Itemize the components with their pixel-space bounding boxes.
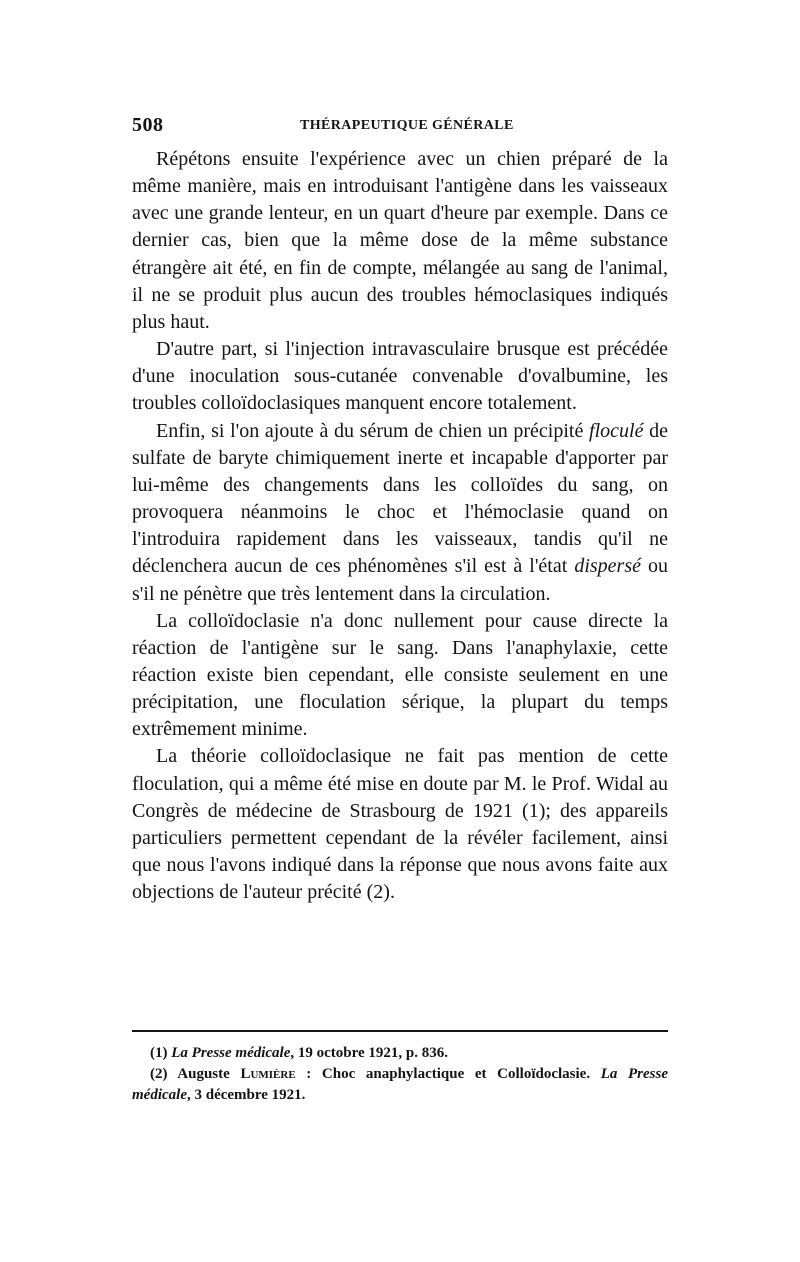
footnote-2-text: : Choc anaphylactique et Colloïdoclasie. bbox=[295, 1066, 601, 1082]
paragraph-1: Répétons ensuite l'expérience avec un chien préparé de la même manière, mais en introduisant l'antigène dans les vaisseaux avec une grande lenteur, en un quart d'heure par exemple. Dans ce dernier cas, bien que la même dose de la même substance étrangère ait été, en fin de compte, mélangée au sang de l'animal, il ne se produit plus aucun des troubles hémoclasiques indiqués plus haut. bbox=[132, 148, 668, 333]
footnote-1-rest: , 19 octobre 1921, p. 836. bbox=[290, 1045, 449, 1061]
italic-term-disperse: dispersé bbox=[574, 555, 641, 578]
main-text bbox=[132, 146, 668, 906]
paragraph-3-part-b: de sulfate de baryte chimiquement inerte et incapable d'apporter par lui-même des changements dans les colloïdes du sang, on provoquera néanmoins le choc et l'hémoclasie quand on l'introduira rapidement dans les vaisseaux, tandis qu'il ne déclenchera aucun de ces phénomènes s'il est à l'état bbox=[132, 419, 668, 578]
page-header bbox=[132, 114, 668, 140]
footnote-1 bbox=[132, 1043, 668, 1064]
footnote-1-marker: (1) bbox=[150, 1045, 172, 1061]
paragraph-3-part-a: Enfin, si l'on ajoute à du sérum de chien un précipité bbox=[156, 419, 590, 442]
paragraph-2: D'autre part, si l'injection intravasculaire brusque est précédée d'une inoculation sous-cutanée convenable d'ovalbumine, les troubles colloïdoclasiques manquent encore totalement. bbox=[132, 338, 668, 415]
italic-term-flocule: floculé bbox=[589, 419, 644, 442]
page-number: 508 bbox=[132, 114, 164, 136]
footnotes bbox=[132, 1043, 668, 1106]
footnote-1-journal: La Presse médicale bbox=[171, 1045, 291, 1061]
footnote-2 bbox=[132, 1064, 668, 1106]
running-title: THÉRAPEUTIQUE GÉNÉRALE bbox=[300, 118, 514, 133]
paragraph-5: La théorie colloïdoclasique ne fait pas mention de cette floculation, qui a même été mise en doute par M. le Prof. Widal au Congrès de médecine de Strasbourg de 1921 (1); des appareils particuliers permettent cependant de la révéler facilement, ainsi que nous l'avons indiqué dans la réponse que nous avons faite aux objections de l'auteur précité (2). bbox=[132, 745, 668, 904]
footnote-divider bbox=[132, 1030, 668, 1032]
footnote-2-author: Lumière bbox=[240, 1066, 296, 1082]
footnote-2-marker: (2) Auguste bbox=[150, 1066, 241, 1082]
footnote-2-journal: La Presse médicale bbox=[132, 1066, 669, 1103]
paragraph-4: La colloïdoclasie n'a donc nullement pour cause directe la réaction de l'antigène sur le sang. Dans l'anaphylaxie, cette réaction existe bien cependant, elle consiste seulement en une précipitation, une floculation sérique, la plupart du temps extrêmement minime. bbox=[132, 609, 668, 741]
paragraph-3 bbox=[132, 418, 668, 608]
footnote-2-rest: , 3 décembre 1921. bbox=[186, 1087, 306, 1103]
paragraph-3-part-c: ou s'il ne pénètre que très lentement dans la circulation. bbox=[132, 555, 668, 605]
